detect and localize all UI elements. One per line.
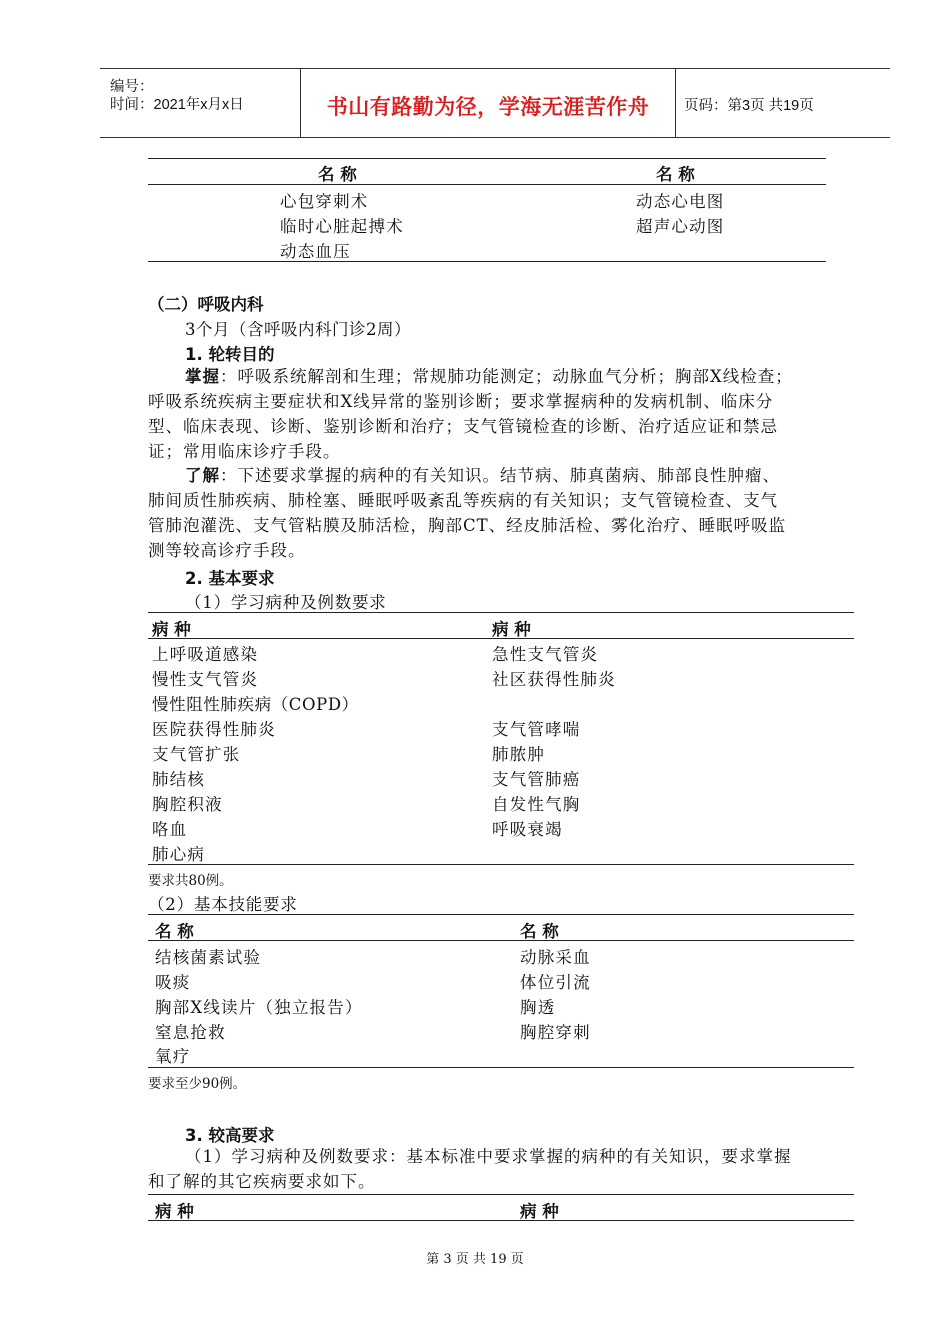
understand-label: 了解 bbox=[185, 466, 220, 485]
understand-line: 肺间质性肺疾病、肺栓塞、睡眠呼吸紊乱等疾病的有关知识；支气管镜检查、支气 bbox=[148, 491, 778, 510]
table-rule bbox=[148, 612, 854, 613]
higher-line: （1）学习病种及例数要求：基本标准中要求掌握的病种的有关知识，要求掌握 bbox=[185, 1147, 792, 1166]
table-rule bbox=[148, 940, 854, 941]
table-cell: 支气管扩张 bbox=[152, 745, 241, 764]
table-rule bbox=[148, 158, 826, 159]
table-cell: 氧疗 bbox=[155, 1047, 191, 1066]
table-cell: 支气管肺癌 bbox=[492, 770, 581, 789]
master-line: ：呼吸系统解剖和生理；常规肺功能测定；动脉血气分析；胸部X线检查； bbox=[220, 367, 793, 386]
motto-text: 书山有路勤为径，学海无涯苦作舟 bbox=[326, 95, 650, 119]
higher-line: 和了解的其它疾病要求如下。 bbox=[148, 1172, 376, 1191]
table-cell: 胸腔穿刺 bbox=[520, 1023, 591, 1042]
doc-number-label: 编号： bbox=[110, 79, 154, 95]
basic-heading: 2. 基本要求 bbox=[185, 569, 275, 588]
table-cell: 心包穿刺术 bbox=[280, 192, 369, 211]
header-meta-cell bbox=[100, 69, 301, 137]
table-cell: 慢性阻性肺疾病（COPD） bbox=[152, 695, 359, 714]
understand-line: 测等较高诊疗手段。 bbox=[148, 541, 306, 560]
table-header: 名 称 bbox=[318, 165, 357, 184]
table-rule bbox=[148, 261, 826, 262]
table-rule bbox=[148, 638, 854, 639]
master-paragraph bbox=[148, 364, 848, 464]
master-label: 掌握 bbox=[185, 367, 220, 386]
header-page-cell bbox=[676, 69, 890, 137]
table-cell: 肺结核 bbox=[152, 770, 206, 789]
table-cell: 肺脓肿 bbox=[492, 745, 546, 764]
table-cell: 胸部X线读片（独立报告） bbox=[155, 998, 363, 1017]
table-cell: 胸透 bbox=[520, 998, 556, 1017]
table-rule bbox=[148, 864, 854, 865]
page-footer: 第 3 页 共 19 页 bbox=[426, 1252, 524, 1267]
table-rule bbox=[148, 184, 826, 185]
basic-subheading-1: （1）学习病种及例数要求 bbox=[185, 593, 387, 612]
table-cell: 急性支气管炎 bbox=[492, 645, 599, 664]
table-cell: 呼吸衰竭 bbox=[492, 820, 563, 839]
table-cell: 上呼吸道感染 bbox=[152, 645, 259, 664]
skill-note: 要求至少90例。 bbox=[148, 1076, 247, 1092]
doc-time-label: 时间：2021年x月x日 bbox=[110, 97, 244, 113]
table-rule bbox=[148, 914, 854, 915]
page-indicator: 页码：第3页 共19页 bbox=[684, 98, 814, 114]
table-rule bbox=[148, 1067, 854, 1068]
higher-paragraph bbox=[148, 1144, 858, 1194]
table-cell: 社区获得性肺炎 bbox=[492, 670, 616, 689]
table-header: 病 种 bbox=[520, 1202, 559, 1221]
goal-heading: 1. 轮转目的 bbox=[185, 345, 275, 364]
disease-note: 要求共80例。 bbox=[148, 873, 233, 889]
table-cell: 胸腔积液 bbox=[152, 795, 223, 814]
table-rule bbox=[148, 1194, 854, 1195]
table-cell: 动脉采血 bbox=[520, 948, 591, 967]
table-cell: 动态心电图 bbox=[636, 192, 725, 211]
master-line: 型、临床表现、诊断、鉴别诊断和治疗；支气管镜检查的诊断、治疗适应证和禁忌 bbox=[148, 417, 778, 436]
understand-line: 管肺泡灌洗、支气管粘膜及肺活检，胸部CT、经皮肺活检、雾化治疗、睡眠呼吸监 bbox=[148, 516, 787, 535]
table-header: 名 称 bbox=[520, 922, 559, 941]
table-cell: 结核菌素试验 bbox=[155, 948, 262, 967]
table-cell: 自发性气胸 bbox=[492, 795, 581, 814]
basic-subheading-2: （2）基本技能要求 bbox=[148, 895, 298, 914]
table-cell: 慢性支气管炎 bbox=[152, 670, 259, 689]
master-line: 证；常用临床诊疗手段。 bbox=[148, 442, 341, 461]
table-cell: 咯血 bbox=[152, 820, 188, 839]
table-header: 名 称 bbox=[155, 922, 194, 941]
table-header: 病 种 bbox=[152, 620, 191, 639]
table-cell: 超声心动图 bbox=[636, 217, 725, 236]
page-header bbox=[100, 68, 890, 138]
table-cell: 临时心脏起搏术 bbox=[280, 217, 404, 236]
table-header: 病 种 bbox=[155, 1202, 194, 1221]
table-cell: 窒息抢救 bbox=[155, 1023, 226, 1042]
table-cell: 体位引流 bbox=[520, 973, 591, 992]
table-cell: 吸痰 bbox=[155, 973, 191, 992]
table-header: 名 称 bbox=[656, 165, 695, 184]
header-motto-cell bbox=[301, 69, 676, 137]
section-duration: 3个月（含呼吸内科门诊2周） bbox=[185, 320, 411, 339]
table-rule bbox=[148, 1220, 854, 1221]
higher-heading: 3. 较高要求 bbox=[185, 1126, 275, 1145]
master-line: 呼吸系统疾病主要症状和X线异常的鉴别诊断；要求掌握病种的发病机制、临床分 bbox=[148, 392, 774, 411]
section-title: （二）呼吸内科 bbox=[148, 295, 264, 314]
table-cell: 动态血压 bbox=[280, 242, 351, 261]
understand-paragraph bbox=[148, 463, 848, 563]
table-cell: 肺心病 bbox=[152, 845, 206, 864]
table-header: 病 种 bbox=[492, 620, 531, 639]
table-cell: 支气管哮喘 bbox=[492, 720, 581, 739]
table-cell: 医院获得性肺炎 bbox=[152, 720, 276, 739]
understand-line: ：下述要求掌握的病种的有关知识。结节病、肺真菌病、肺部良性肿瘤、 bbox=[220, 466, 780, 485]
